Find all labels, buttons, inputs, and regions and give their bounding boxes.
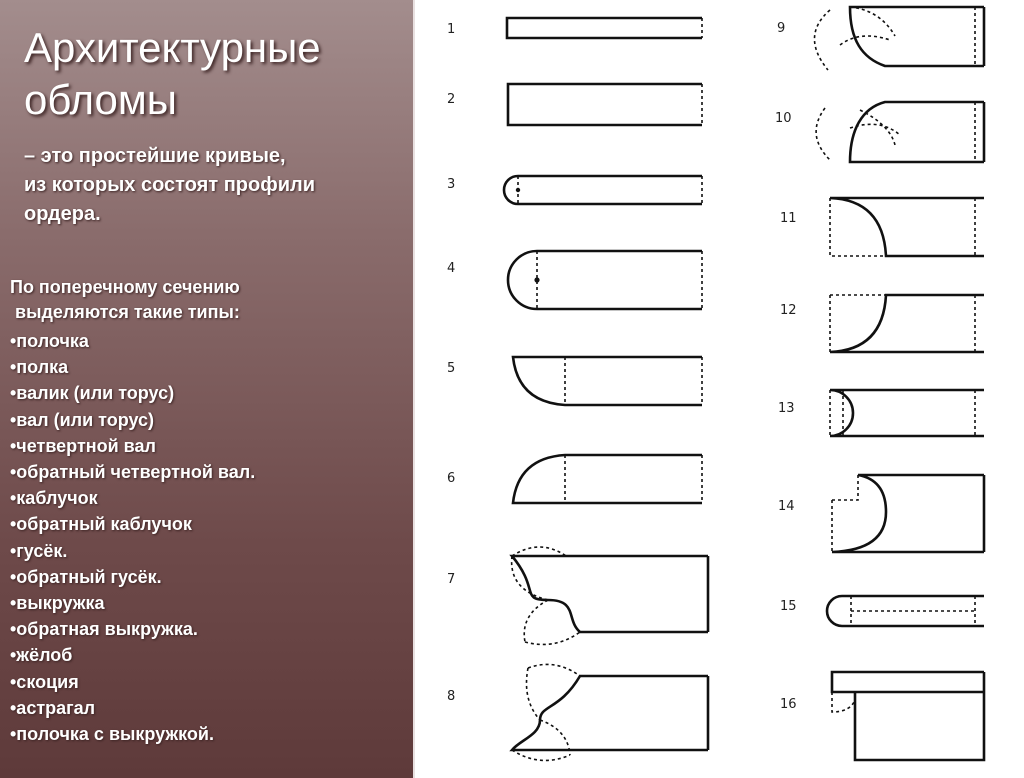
profile-number: 4 bbox=[447, 261, 456, 276]
subtitle-line-3: ордера. bbox=[24, 203, 101, 225]
list-item: •гусёк. bbox=[10, 540, 68, 561]
profile-number: 1 bbox=[447, 22, 456, 37]
types-list bbox=[10, 328, 255, 747]
molding-profile-7 bbox=[447, 547, 708, 644]
profile-number: 3 bbox=[447, 177, 456, 192]
molding-profile-15 bbox=[780, 596, 984, 626]
list-item: •четвертной вал bbox=[10, 435, 156, 456]
profile-number: 10 bbox=[775, 111, 792, 126]
intro-line-2: выделяются такие типы: bbox=[10, 302, 240, 322]
slide-subtitle bbox=[24, 142, 315, 229]
profile-number: 5 bbox=[447, 361, 456, 376]
subtitle-line-1: – это простейшие кривые, bbox=[24, 145, 286, 167]
profile-number: 2 bbox=[447, 92, 456, 107]
molding-profile-5 bbox=[447, 357, 702, 405]
molding-profile-14 bbox=[778, 475, 984, 552]
list-item: •полочка с выкружкой. bbox=[10, 724, 214, 745]
list-item: •валик (или торус) bbox=[10, 383, 175, 404]
molding-profile-1 bbox=[447, 18, 702, 38]
list-item: •вал (или торус) bbox=[10, 409, 155, 430]
list-item: •обратный каблучок bbox=[10, 514, 192, 535]
list-item: •каблучок bbox=[10, 488, 98, 509]
molding-profile-3 bbox=[447, 176, 702, 204]
list-item: •полочка bbox=[10, 331, 89, 351]
molding-profile-12 bbox=[780, 295, 984, 352]
types-intro bbox=[10, 275, 240, 325]
list-item: •выкружка bbox=[10, 593, 105, 614]
profile-number: 8 bbox=[447, 689, 456, 704]
intro-line-1: По поперечному сечению bbox=[10, 277, 240, 297]
list-item: •полка bbox=[10, 357, 69, 378]
list-item: •обратный гусёк. bbox=[10, 566, 162, 587]
moldings-diagram bbox=[417, 0, 1024, 778]
profile-number: 7 bbox=[447, 572, 456, 587]
molding-profile-6 bbox=[447, 455, 702, 503]
list-item: •жёлоб bbox=[10, 645, 73, 666]
list-item: •астрагал bbox=[10, 697, 96, 718]
title-line-2: обломы bbox=[24, 76, 177, 123]
profile-number: 6 bbox=[447, 471, 456, 486]
list-item: •обратная выкружка. bbox=[10, 619, 198, 640]
list-item: •обратный четвертной вал. bbox=[10, 462, 256, 483]
molding-profile-11 bbox=[780, 198, 984, 256]
profile-number: 9 bbox=[777, 21, 786, 36]
profile-number: 16 bbox=[780, 697, 797, 712]
molding-profile-16 bbox=[780, 672, 984, 760]
list-item: •скоция bbox=[10, 671, 79, 692]
profile-number: 15 bbox=[780, 599, 797, 614]
profile-number: 12 bbox=[780, 303, 797, 318]
molding-profile-2 bbox=[447, 84, 702, 125]
molding-profile-8 bbox=[447, 664, 708, 760]
profile-number: 14 bbox=[778, 499, 795, 514]
molding-profile-13 bbox=[778, 390, 984, 436]
molding-profile-4 bbox=[447, 251, 702, 309]
moldings-diagram-svg bbox=[417, 0, 1024, 778]
profile-number: 13 bbox=[778, 401, 795, 416]
title-line-1: Архитектурные bbox=[24, 24, 321, 71]
molding-profile-10 bbox=[775, 102, 984, 162]
molding-profile-9 bbox=[777, 7, 984, 70]
profile-number: 11 bbox=[780, 211, 797, 226]
slide-title bbox=[24, 22, 321, 126]
left-panel bbox=[0, 0, 415, 778]
subtitle-line-2: из которых состоят профили bbox=[24, 174, 315, 196]
